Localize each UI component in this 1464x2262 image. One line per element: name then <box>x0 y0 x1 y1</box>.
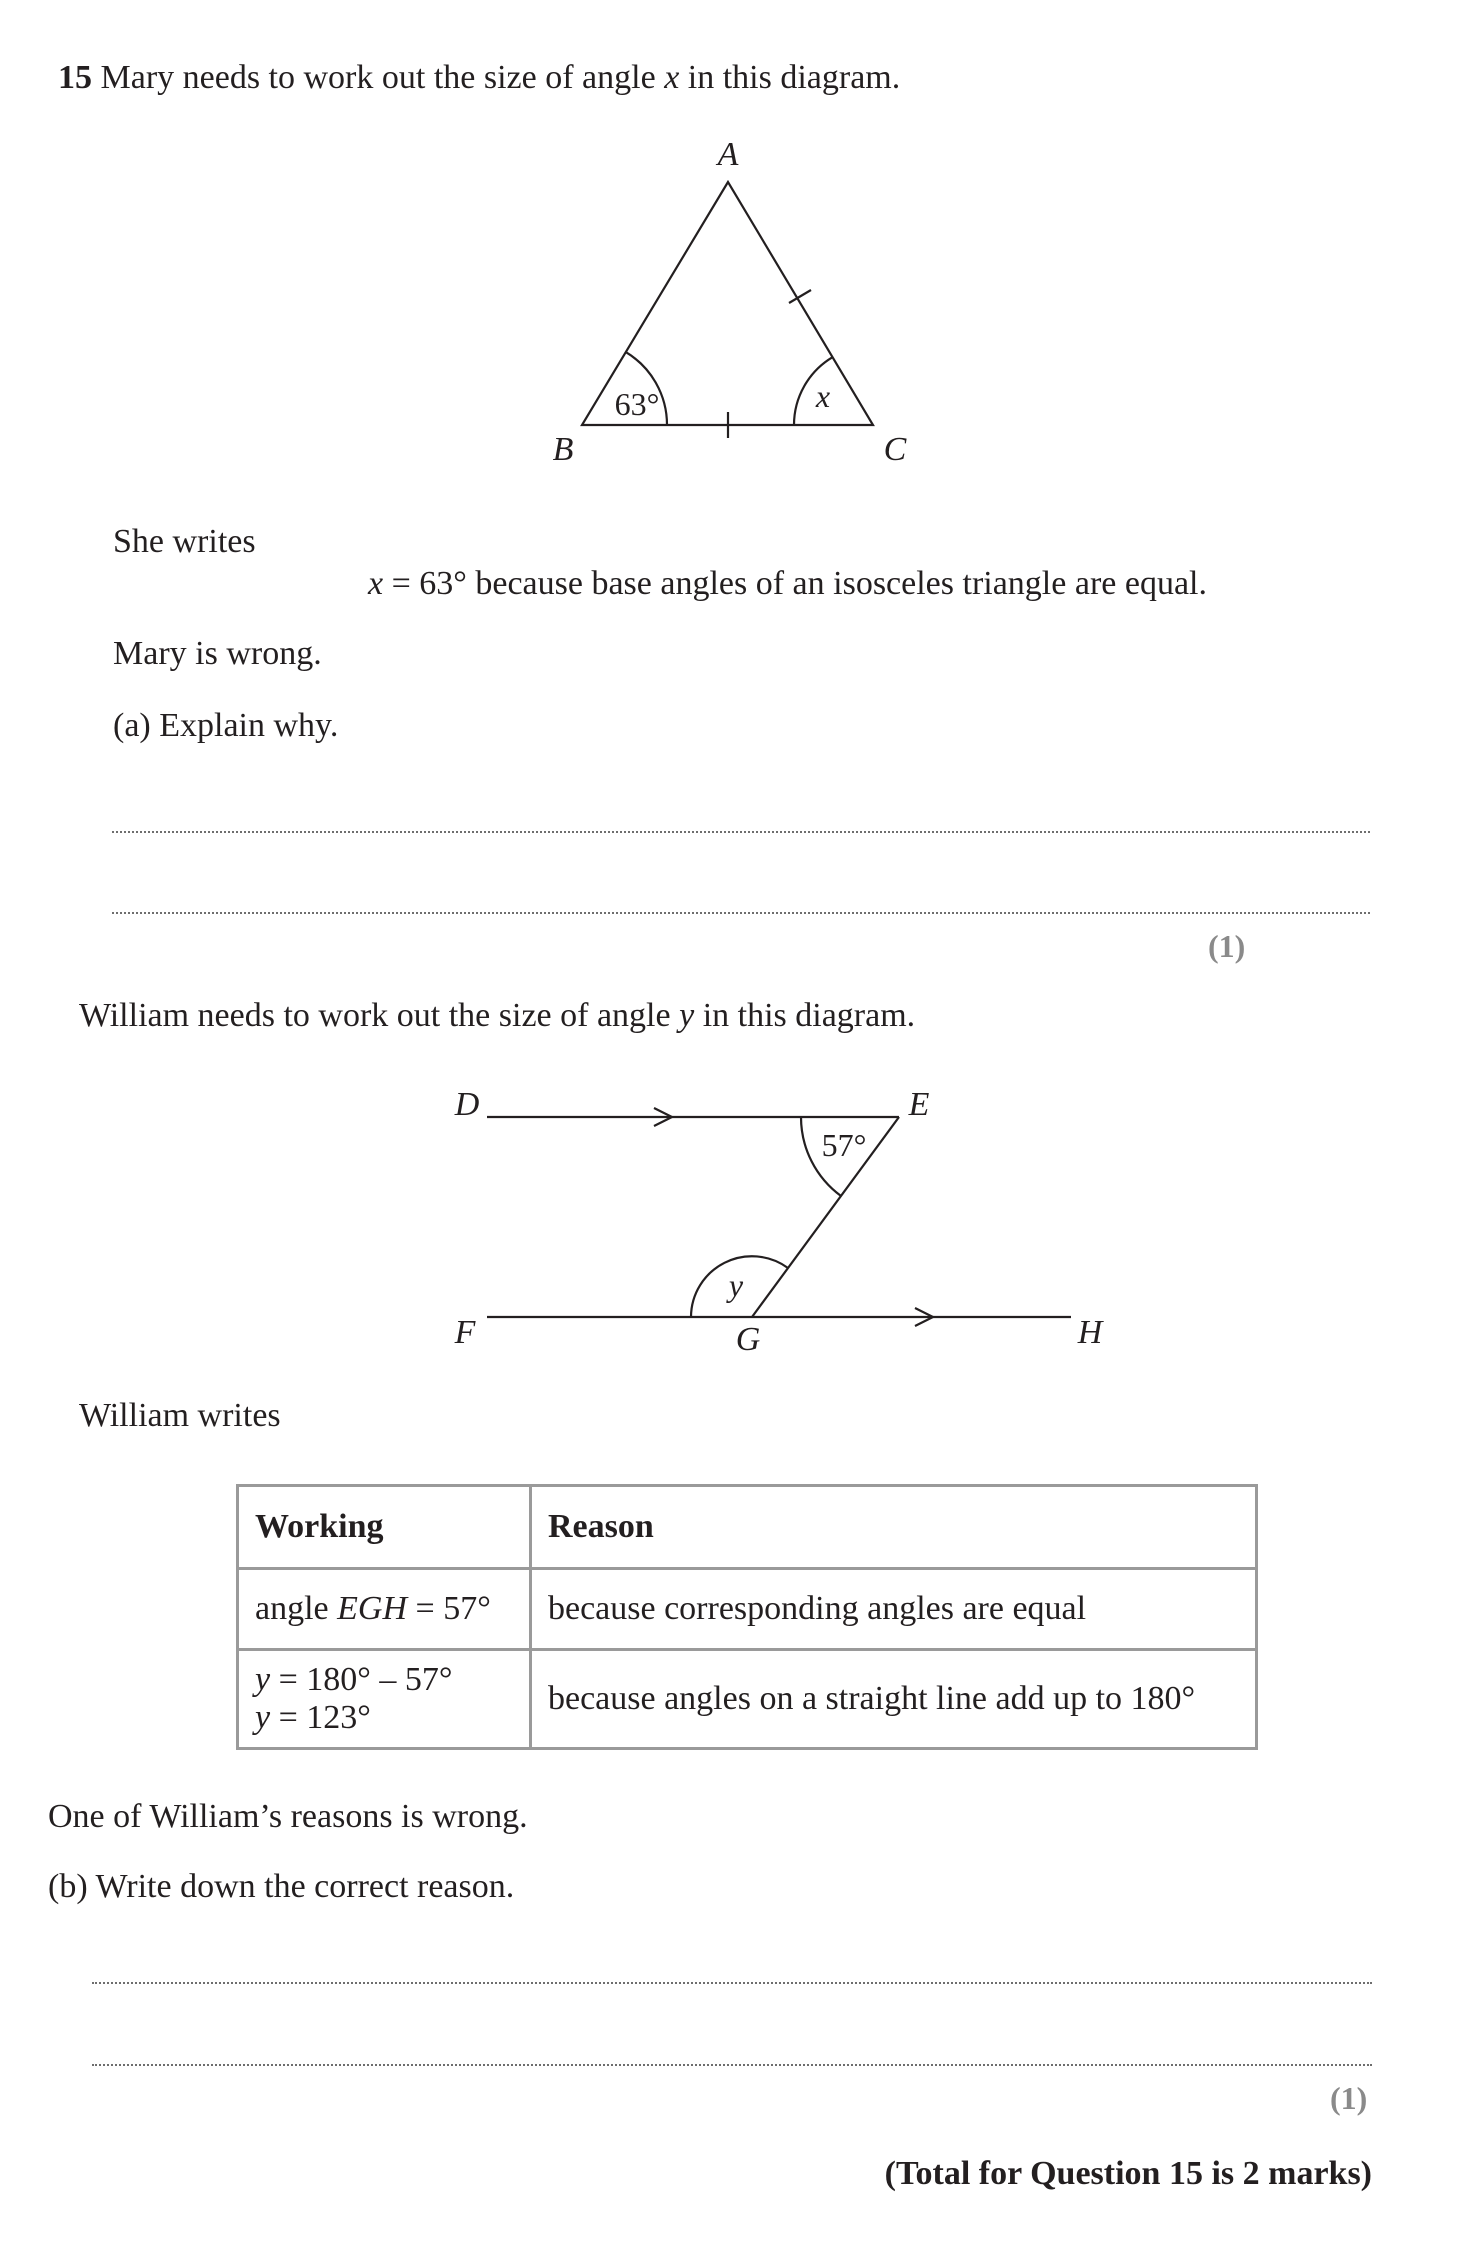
row2-working <box>238 1650 531 1749</box>
row1-working-value: = 57° <box>407 1590 491 1627</box>
row2-line1-var: y <box>255 1661 271 1698</box>
row1-working <box>238 1569 531 1650</box>
angle-g-label: y <box>728 1267 744 1303</box>
part-a-prompt: (a) Explain why. <box>113 707 339 744</box>
answer-line-b2[interactable] <box>92 2064 1372 2066</box>
table-header-row <box>238 1486 1257 1569</box>
question-intro-var: x <box>664 59 680 96</box>
answer-line-a2[interactable] <box>112 912 1370 914</box>
row2-working-line1 <box>255 1661 513 1699</box>
question-intro-text: Mary needs to work out the size of angle <box>100 59 665 96</box>
triangle-diagram <box>0 0 1464 500</box>
angle-e-label: 57° <box>821 1127 867 1163</box>
total-marks: (Total for Question 15 is 2 marks) <box>884 2155 1372 2192</box>
william-intro-text: William needs to work out the size of angle <box>79 997 680 1034</box>
label-d: D <box>454 1086 480 1123</box>
marks-b: (1) <box>1330 2080 1368 2116</box>
label-g: G <box>735 1321 761 1358</box>
row2-line2-var: y <box>255 1699 271 1736</box>
part-b-prompt: (b) Write down the correct reason. <box>48 1868 515 1905</box>
one-reason-wrong: One of William’s reasons is wrong. <box>48 1798 528 1835</box>
row1-working-text: angle <box>255 1590 338 1627</box>
marks-a: (1) <box>1208 928 1246 964</box>
angle-b-label: 63° <box>614 386 660 422</box>
william-writes: William writes <box>79 1397 281 1434</box>
william-intro-var: y <box>679 997 695 1034</box>
header-working: Working <box>238 1486 531 1569</box>
mary-is-wrong: Mary is wrong. <box>113 635 322 672</box>
row1-reason: because corresponding angles are equal <box>531 1569 1257 1650</box>
table-row <box>238 1650 1257 1749</box>
question-number: 15 <box>58 59 92 96</box>
mary-claim <box>368 564 1207 604</box>
vertex-b-label: B <box>552 431 574 468</box>
william-intro <box>79 996 915 1036</box>
row2-line2-text: = 123° <box>270 1699 371 1736</box>
angle-c-label: x <box>815 378 831 414</box>
vertex-c-label: C <box>883 431 907 468</box>
she-writes: She writes <box>113 523 256 560</box>
william-intro-text-end: in this diagram. <box>694 997 916 1034</box>
mary-claim-var: x <box>368 565 384 602</box>
row2-reason: because angles on a straight line add up to 180° <box>531 1650 1257 1749</box>
header-reason: Reason <box>531 1486 1257 1569</box>
question-intro-text-end: in this diagram. <box>679 59 901 96</box>
row2-line1-text: = 180° – 57° <box>270 1661 453 1698</box>
label-f: F <box>454 1314 476 1351</box>
answer-line-a1[interactable] <box>112 831 1370 833</box>
label-h: H <box>1077 1314 1103 1351</box>
label-e: E <box>908 1086 930 1123</box>
row1-working-var: EGH <box>337 1590 408 1627</box>
vertex-a-label: A <box>717 136 739 173</box>
answer-line-b1[interactable] <box>92 1982 1372 1984</box>
table-row <box>238 1569 1257 1650</box>
row2-working-line2 <box>255 1699 513 1737</box>
mary-claim-text: = 63° because base angles of an isosceles triangle are equal. <box>383 565 1207 602</box>
william-working-table <box>236 1484 1258 1750</box>
